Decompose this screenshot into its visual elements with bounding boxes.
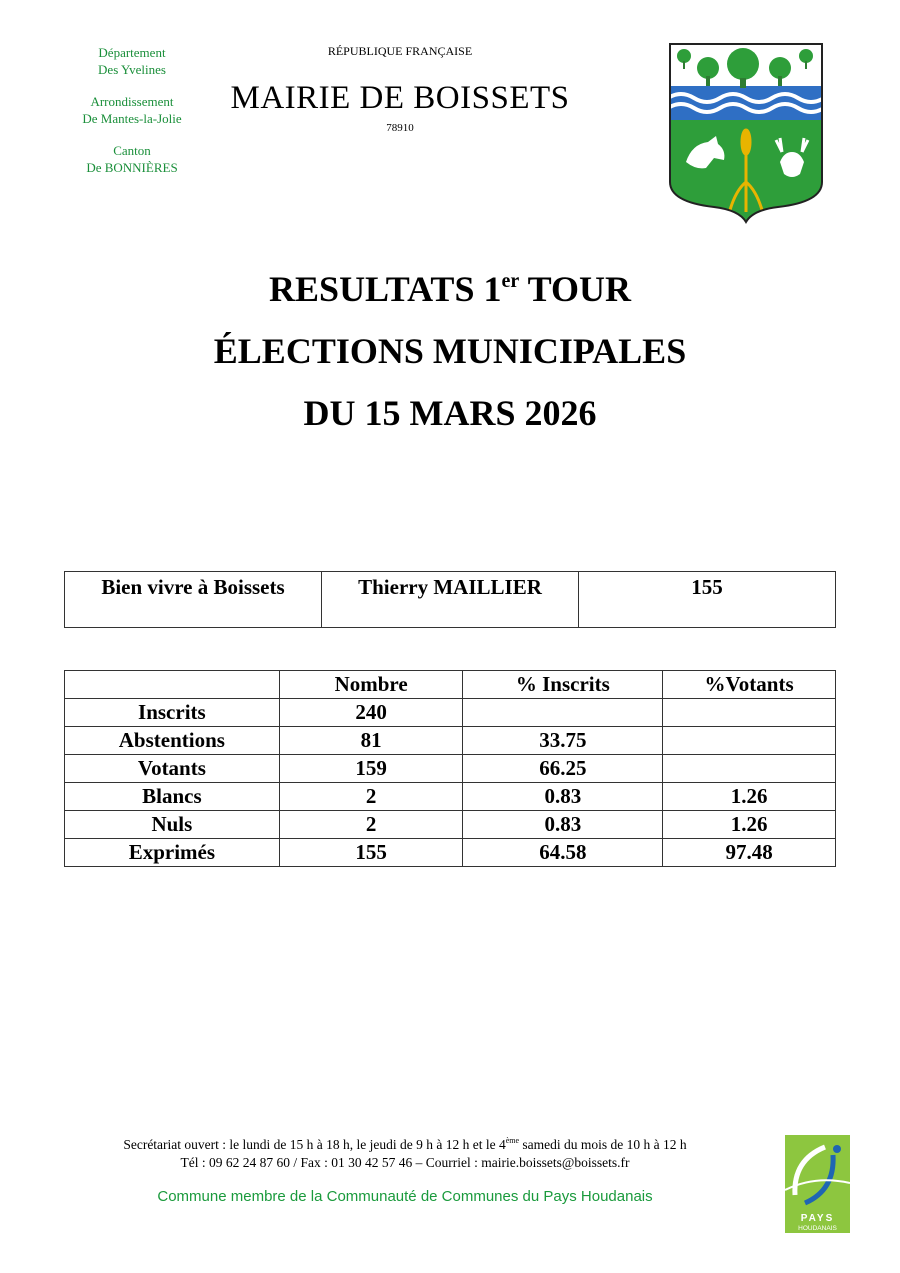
- republique-label: RÉPUBLIQUE FRANÇAISE: [327, 44, 473, 58]
- membership-text: Commune membre de la Communauté de Communes du Pays Houdanais: [157, 1188, 653, 1205]
- table-row: [65, 699, 836, 727]
- contact-line: Tél : 09 62 24 87 60 / Fax : 01 30 42 57 46 – Courriel : mairie.boissets@boissets.fr: [180, 1155, 630, 1170]
- row-label: Nuls: [65, 811, 280, 839]
- departement-block: [62, 44, 202, 78]
- candidate-name: Thierry MAILLIER: [322, 572, 579, 628]
- title-line1-end: TOUR: [519, 269, 631, 309]
- canton-value: De BONNIÈRES: [86, 160, 178, 175]
- postal-code: 78910: [386, 122, 414, 134]
- table-row: [65, 755, 836, 783]
- election-date: DU 15 MARS 2026: [303, 393, 597, 433]
- pays-houdanais-logo: [785, 1135, 850, 1233]
- cell-pct-inscrits: 33.75: [463, 727, 663, 755]
- cell-pct-inscrits: 0.83: [463, 811, 663, 839]
- table-row: [65, 783, 836, 811]
- table-row: [65, 727, 836, 755]
- arrondissement-value: De Mantes-la-Jolie: [82, 111, 182, 126]
- cell-pct-votants: 1.26: [663, 811, 836, 839]
- cell-pct-votants: [663, 727, 836, 755]
- cell-pct-inscrits: 64.58: [463, 839, 663, 867]
- header-nombre: Nombre: [279, 671, 463, 699]
- election-title: ÉLECTIONS MUNICIPALES: [213, 331, 687, 371]
- cell-nombre: 155: [279, 839, 463, 867]
- row-label: Blancs: [65, 783, 280, 811]
- cell-nombre: 240: [279, 699, 463, 727]
- canton-label: Canton: [113, 143, 151, 158]
- arrondissement-label: Arrondissement: [90, 94, 174, 109]
- mairie-title: MAIRIE DE BOISSETS: [230, 80, 570, 116]
- hours-superscript: ème: [505, 1136, 520, 1145]
- departement-value: Des Yvelines: [98, 62, 166, 77]
- candidate-votes: 155: [579, 572, 836, 628]
- cell-nombre: 159: [279, 755, 463, 783]
- row-label: Votants: [65, 755, 280, 783]
- logo-text-pays: PAYS: [800, 1213, 835, 1224]
- candidate-row: [65, 572, 836, 628]
- cell-pct-inscrits: 66.25: [463, 755, 663, 783]
- arrondissement-block: [62, 93, 202, 127]
- candidate-list: Bien vivre à Boissets: [65, 572, 322, 628]
- departement-label: Département: [98, 45, 166, 60]
- header-empty: [65, 671, 280, 699]
- cell-pct-votants: [663, 755, 836, 783]
- results-title: [0, 268, 900, 310]
- candidate-table: [64, 571, 836, 628]
- table-row: [65, 839, 836, 867]
- coat-of-arms-icon: [668, 42, 824, 224]
- cell-nombre: 2: [279, 811, 463, 839]
- table-row: [65, 811, 836, 839]
- title-superscript: er: [501, 270, 520, 292]
- table-header-row: [65, 671, 836, 699]
- cell-nombre: 2: [279, 783, 463, 811]
- cell-pct-votants: 1.26: [663, 783, 836, 811]
- cell-pct-votants: [663, 699, 836, 727]
- title-line1: RESULTATS 1: [269, 269, 502, 309]
- footer-contact: [60, 1136, 750, 1172]
- canton-block: [62, 142, 202, 176]
- row-label: Exprimés: [65, 839, 280, 867]
- administrative-info: [62, 44, 202, 191]
- hours-text: Secrétariat ouvert : le lundi de 15 h à 18 h, le jeudi de 9 h à 12 h et le 4: [123, 1137, 506, 1152]
- opening-hours: [60, 1136, 750, 1154]
- results-table: [64, 670, 836, 867]
- row-label: Inscrits: [65, 699, 280, 727]
- row-label: Abstentions: [65, 727, 280, 755]
- cell-pct-inscrits: 0.83: [463, 783, 663, 811]
- cell-pct-votants: 97.48: [663, 839, 836, 867]
- hours-text-end: samedi du mois de 10 h à 12 h: [519, 1137, 687, 1152]
- header-pct-inscrits: % Inscrits: [463, 671, 663, 699]
- logo-text-houdanais: HOUDANAIS: [798, 1225, 837, 1232]
- cell-pct-inscrits: [463, 699, 663, 727]
- cell-nombre: 81: [279, 727, 463, 755]
- header-pct-votants: %Votants: [663, 671, 836, 699]
